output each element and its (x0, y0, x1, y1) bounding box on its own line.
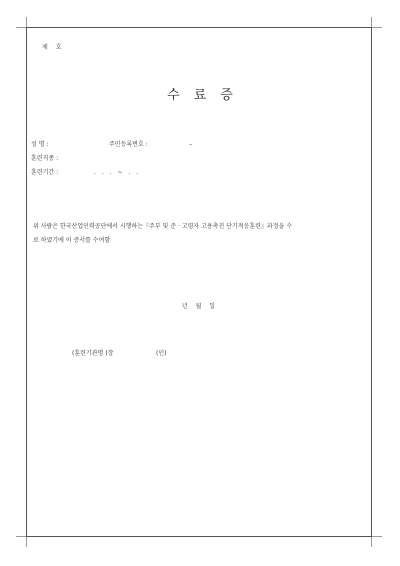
crop-mark-top-right-h (372, 27, 382, 28)
issuer-name: (훈련기관명 )장 (72, 350, 114, 357)
crop-mark-top-right (371, 17, 372, 27)
name-label: 성 명 : (31, 141, 49, 148)
resident-id-label: 주민등록번호 : (109, 141, 148, 148)
crop-mark-bottom-right-h (372, 536, 382, 537)
certificate-number-label: 제 호 (42, 44, 65, 51)
seal-mark: (인) (156, 350, 167, 357)
crop-mark-bottom-left (26, 537, 27, 547)
issue-date: 년 월 일 (181, 303, 219, 310)
crop-mark-top-left-h (16, 27, 26, 28)
resident-id-dash: – (189, 141, 192, 148)
certificate-title: 수료증 (167, 88, 247, 103)
crop-mark-bottom-right (371, 537, 372, 547)
body-text-line-1: 위 사람은 한국산업인력공단에서 시행하는『주부 및 준 · 고령자 고용촉진 단기적응훈련』과정을 수 (33, 223, 293, 230)
course-label: 훈련직종 : (31, 155, 59, 162)
body-text-line-2: 료 하였기에 이 증서를 수여함 (33, 237, 111, 244)
crop-mark-bottom-left-h (16, 536, 26, 537)
period-value: . . . ~ . . (94, 169, 141, 176)
crop-mark-top-left (26, 17, 37, 27)
period-label: 훈련기간 : (31, 169, 59, 176)
